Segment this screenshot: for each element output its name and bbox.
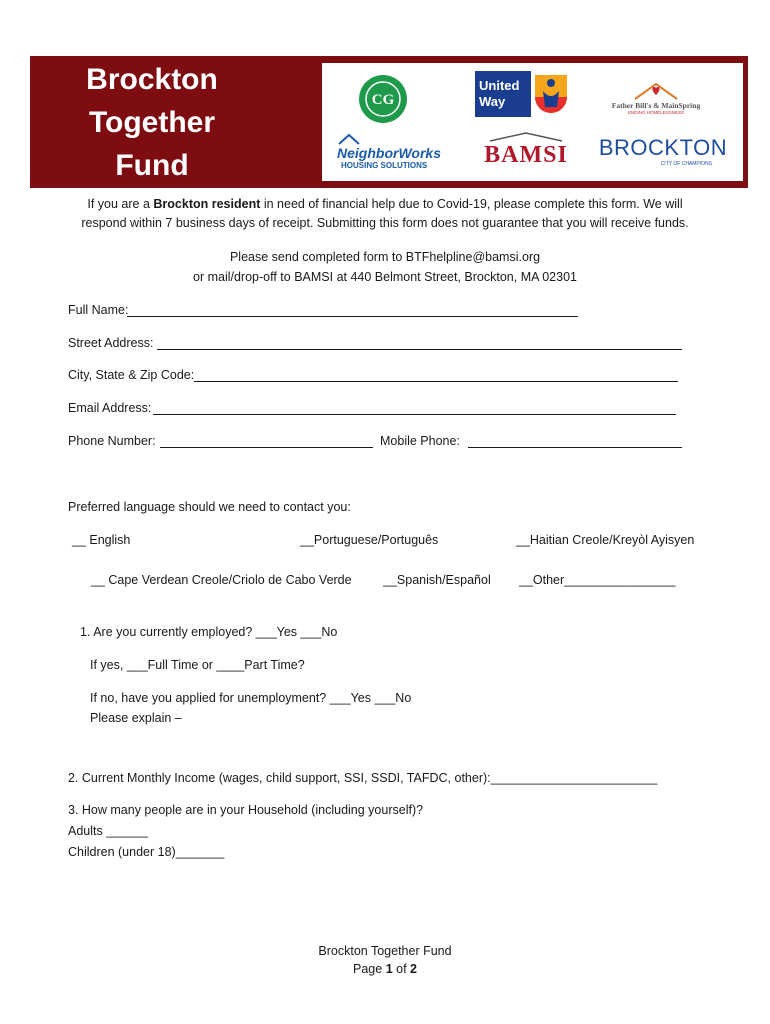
income-question[interactable]: 2. Current Monthly Income (wages, child support, SSI, SSDI, TAFDC, other):________________________ (68, 771, 658, 785)
neighborworks-roof-icon (337, 133, 397, 145)
banner-title-line-2: Together (88, 105, 216, 139)
banner-title-line-3: Fund (115, 148, 189, 182)
cg-logo (357, 73, 409, 125)
brockton-text: BROCKTON (598, 135, 728, 160)
email-address-label: Email Address: (68, 401, 152, 415)
father-bills-logo (606, 73, 706, 123)
united-way-text-2: Way (479, 94, 506, 109)
partner-logos (322, 63, 743, 181)
bamsi-logo (474, 129, 578, 171)
employment-question[interactable]: 1. Are you currently employed? ___Yes ___No (80, 625, 338, 639)
house-heart-icon (631, 81, 681, 101)
brockton-logo (600, 129, 726, 173)
neighborworks-subtext: HOUSING SOLUTIONS (341, 160, 428, 170)
employment-explain[interactable]: Please explain – (90, 711, 182, 725)
language-option-portuguese[interactable]: __Portuguese/Português (300, 533, 439, 547)
employment-if-yes[interactable]: If yes, ___Full Time or ____Part Time? (90, 658, 305, 672)
bamsi-text: BAMSI (484, 142, 568, 168)
street-address-label: Street Address: (68, 336, 154, 350)
neighborworks-text: NeighborWorks (337, 144, 441, 161)
banner-title (60, 56, 244, 188)
street-address-field[interactable] (157, 349, 682, 350)
united-way-text-1: United (479, 78, 520, 93)
language-option-other[interactable]: __Other________________ (519, 573, 676, 587)
header-banner (30, 56, 748, 188)
brockton-subtext: CITY OF CHAMPIONS (660, 161, 712, 167)
neighborworks-logo (337, 127, 441, 175)
city-state-zip-field[interactable] (194, 381, 678, 382)
household-adults[interactable]: Adults ______ (68, 824, 148, 838)
intro-line-2: respond within 7 business days of receipt. Submitting this form does not guarantee that you will receive funds. (81, 216, 689, 230)
language-option-haitian-creole[interactable]: __Haitian Creole/Kreyòl Ayisyen (516, 533, 695, 547)
send-instructions-1: Please send completed form to BTFhelpline@bamsi.org (229, 250, 541, 264)
household-children[interactable]: Children (under 18)_______ (68, 845, 225, 859)
full-name-label: Full Name: (68, 303, 129, 317)
employment-if-no[interactable]: If no, have you applied for unemployment? ___Yes ___No (90, 691, 412, 705)
footer-page-number: Page 1 of 2 (353, 962, 417, 976)
phone-number-field[interactable] (160, 447, 373, 448)
full-name-field[interactable] (127, 316, 578, 317)
united-way-logo (474, 71, 572, 117)
language-option-english[interactable]: __ English (72, 533, 131, 547)
phone-number-label: Phone Number: (68, 434, 156, 448)
father-bills-text: Father Bill's & MainSpring (611, 101, 701, 110)
bamsi-roof-icon (486, 132, 566, 142)
language-prompt: Preferred language should we need to contact you: (68, 500, 351, 514)
intro-line-1: If you are a Brockton resident in need of financial help due to Covid-19, please complete this form. We will (87, 197, 683, 211)
mobile-phone-field[interactable] (468, 447, 682, 448)
language-option-cape-verdean[interactable]: __ Cape Verdean Creole/Criolo de Cabo Verde (91, 573, 352, 587)
footer-org-name: Brockton Together Fund (318, 944, 452, 958)
email-address-field[interactable] (153, 414, 676, 415)
banner-title-line-1: Brockton (86, 62, 218, 96)
language-option-spanish[interactable]: __Spanish/Español (383, 573, 491, 587)
city-state-zip-label: City, State & Zip Code: (68, 368, 195, 382)
mobile-phone-label: Mobile Phone: (380, 434, 460, 448)
father-bills-tagline: ENDING HOMELESSNESS (627, 110, 684, 115)
svg-text:CG: CG (371, 92, 395, 108)
cg-seal-icon (357, 73, 409, 125)
united-way-hand-icon (531, 71, 571, 117)
household-question: 3. How many people are in your Household (including yourself)? (68, 803, 424, 817)
send-instructions-2: or mail/drop-off to BAMSI at 440 Belmont Street, Brockton, MA 02301 (193, 270, 577, 284)
